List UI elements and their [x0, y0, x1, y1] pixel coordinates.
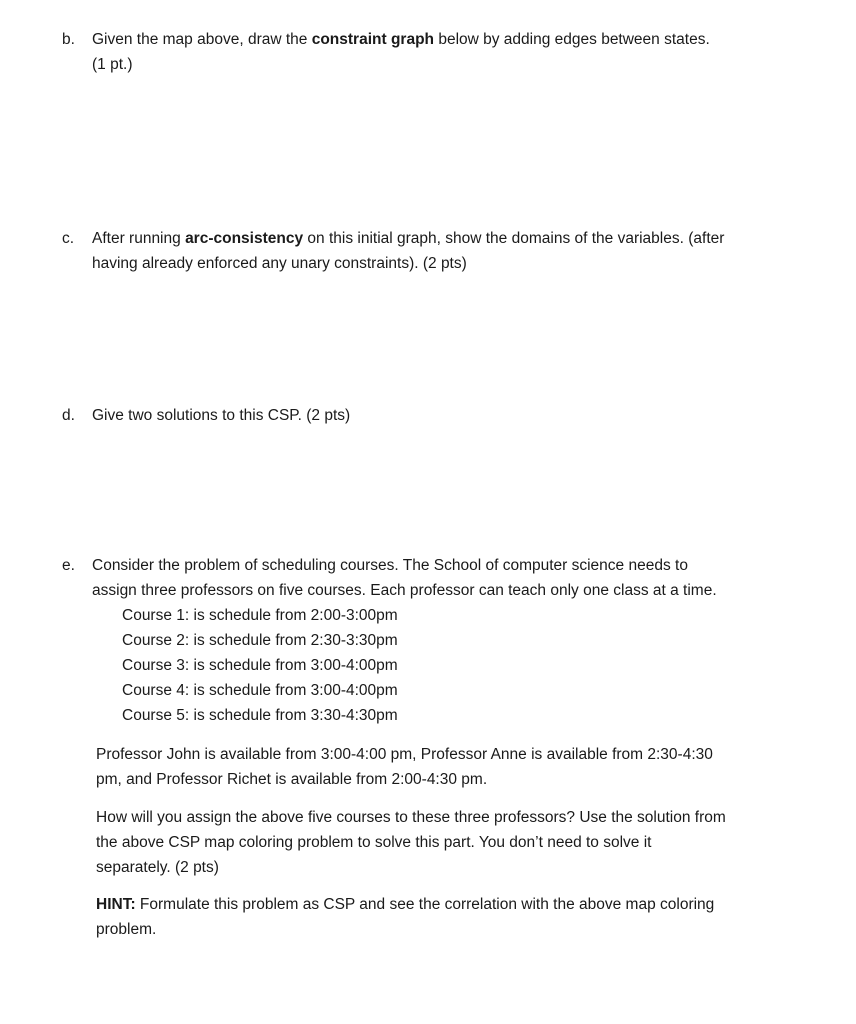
assignment-question-line2: the above CSP map coloring problem to solve this part. You don’t need to solve it — [96, 834, 652, 851]
assignment-question-line3: separately. (2 pts) — [96, 859, 219, 876]
question-c — [62, 226, 822, 276]
question-b-bold-term: constraint graph — [311, 31, 435, 48]
question-b-text-post: below by adding edges between states. — [434, 31, 710, 48]
question-c-bold-term: arc-consistency — [185, 230, 304, 247]
availability-line1: Professor John is available from 3:00-4:00 pm, Professor Anne is available from 2:30-4:30 — [96, 746, 713, 763]
question-b-letter: b. — [62, 31, 75, 48]
question-d-text: Give two solutions to this CSP. (2 pts) — [92, 407, 351, 424]
question-c-text-post: on this initial graph, show the domains of the variables. (after — [303, 230, 725, 247]
question-b-text-pre: Given the map above, draw the — [92, 31, 312, 48]
assignment-question-line1: How will you assign the above five courses to these three professors? Use the solution from — [96, 809, 726, 826]
question-e — [62, 553, 822, 942]
question-e-intro-line1: Consider the problem of scheduling courses. The School of computer science needs to — [92, 557, 688, 574]
course-item: Course 2: is schedule from 2:30-3:30pm — [122, 632, 398, 649]
course-list — [122, 603, 822, 728]
question-c-letter: c. — [62, 230, 75, 247]
question-c-line1 — [92, 226, 822, 251]
question-b-line1 — [92, 27, 822, 52]
availability-line2: pm, and Professor Richet is available from 2:00-4:30 pm. — [96, 771, 488, 788]
question-c-body — [92, 226, 822, 276]
course-item: Course 3: is schedule from 3:00-4:00pm — [122, 657, 398, 674]
course-item: Course 5: is schedule from 3:30-4:30pm — [122, 707, 398, 724]
question-b-points: (1 pt.) — [92, 56, 133, 73]
question-e-intro-line2: assign three professors on five courses. Each professor can teach only one class at a time. — [92, 582, 717, 599]
hint-label: HINT: — [96, 896, 136, 913]
availability-paragraph — [96, 742, 822, 792]
question-c-text-pre: After running — [92, 230, 186, 247]
question-d-letter: d. — [62, 407, 75, 424]
hint-line2: problem. — [96, 921, 157, 938]
question-d — [62, 403, 822, 428]
question-e-body — [92, 553, 822, 942]
question-b — [62, 27, 822, 77]
course-item: Course 1: is schedule from 2:00-3:00pm — [122, 607, 398, 624]
question-b-body — [92, 27, 822, 77]
question-e-letter: e. — [62, 557, 75, 574]
question-c-line2: having already enforced any unary constraints). (2 pts) — [92, 255, 467, 272]
hint-text-line1: Formulate this problem as CSP and see the correlation with the above map coloring — [135, 896, 715, 913]
hint-line1 — [96, 892, 822, 917]
course-item: Course 4: is schedule from 3:00-4:00pm — [122, 682, 398, 699]
assignment-question-paragraph — [96, 805, 822, 880]
question-d-body — [92, 403, 822, 428]
hint-paragraph — [96, 892, 822, 942]
